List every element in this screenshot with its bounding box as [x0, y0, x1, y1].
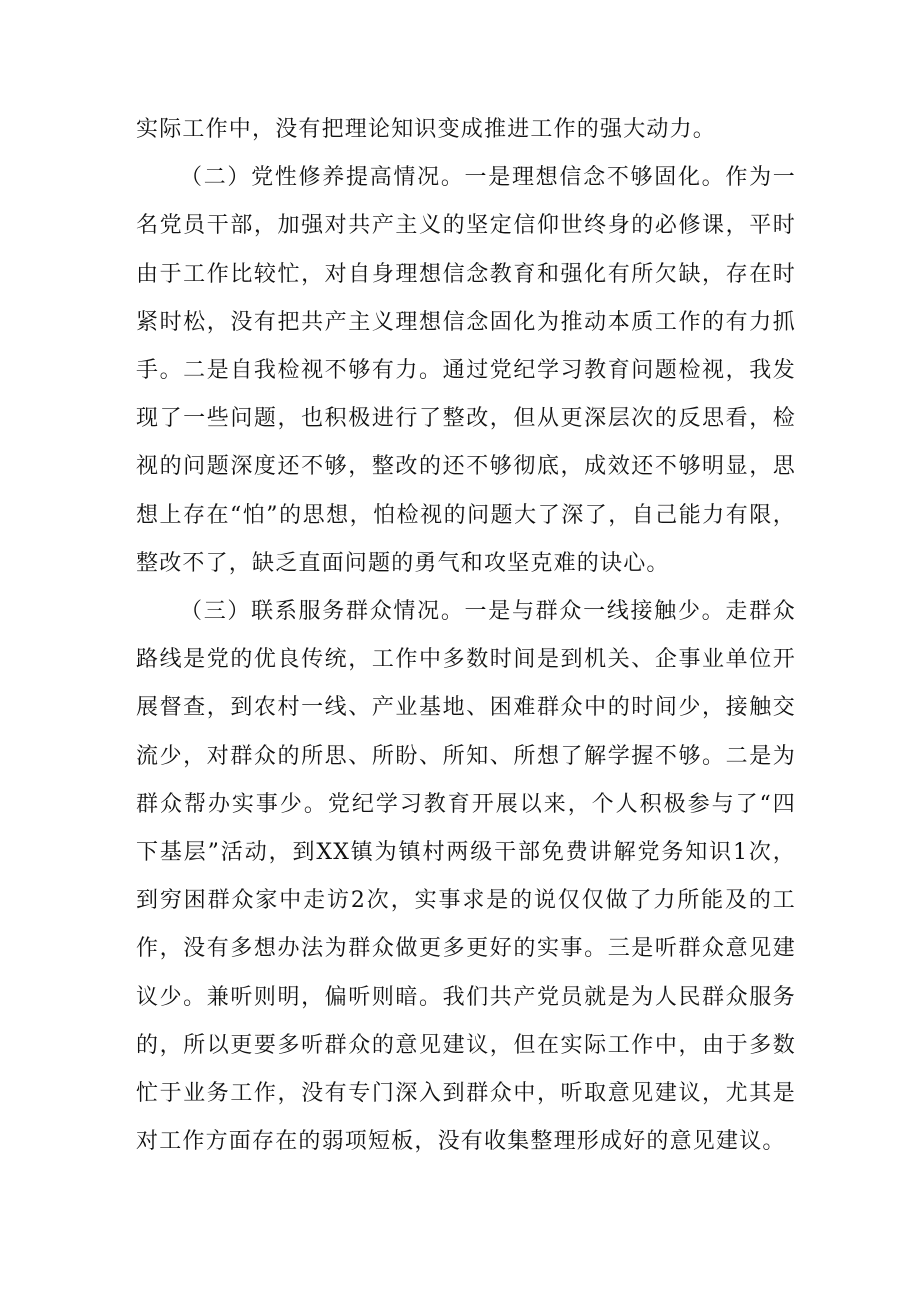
paragraph-continuation: 实际工作中，没有把理论知识变成推进工作的强大动力。 [136, 117, 717, 142]
paragraph-party-spirit: （二）党性修养提高情况。一是理想信念不够固化。作为一名党员干部，加强对共产主义的坚定信仰世终身的必修课，平时由于工作比较忙，对自身理想信念教育和强化有所欠缺，存在时紧时松，没有把共产主义理想信念固化为推动本质工作的有力抓手。二是自我检视不够有力。通过党纪学习教育问题检视，我发现了一些问题，也积极进行了整改，但从更深层次的反思看，检视的问题深度还不够，整改的还不够彻底，成效还不够明显，思想上存在“怕”的思想，怕检视的问题大了深了，自己能力有限，整改不了，缺乏直面问题的勇气和攻坚克难的诀心。 [136, 165, 796, 576]
paragraph-serving-masses: （三）联系服务群众情况。一是与群众一线接触少。走群众路线是党的优良传统，工作中多数时间是到机关、企事业单位开展督查，到农村一线、产业基地、困难群众中的时间少，接触交流少，对群众的所思、所盼、所知、所想了解学握不够。二是为群众帮办实事少。党纪学习教育开展以来，个人积极参与了“四下基层”活动，到XX镇为镇村两级干部免费讲解党务知识1次，到穷困群众家中走访2次，实事求是的说仅仅做了力所能及的工作，没有多想办法为群众做更多更好的实事。三是听群众意见建议少。兼听则明，偏听则暗。我们共产党员就是为人民群众服务的，所以更要多听群众的意见建议，但在实际工作中，由于多数忙于业务工作，没有专门深入到群众中，听取意见建议，尤其是对工作方面存在的弱项短板，没有收集整理形成好的意见建议。 [136, 599, 796, 1155]
document-body [136, 106, 796, 1166]
